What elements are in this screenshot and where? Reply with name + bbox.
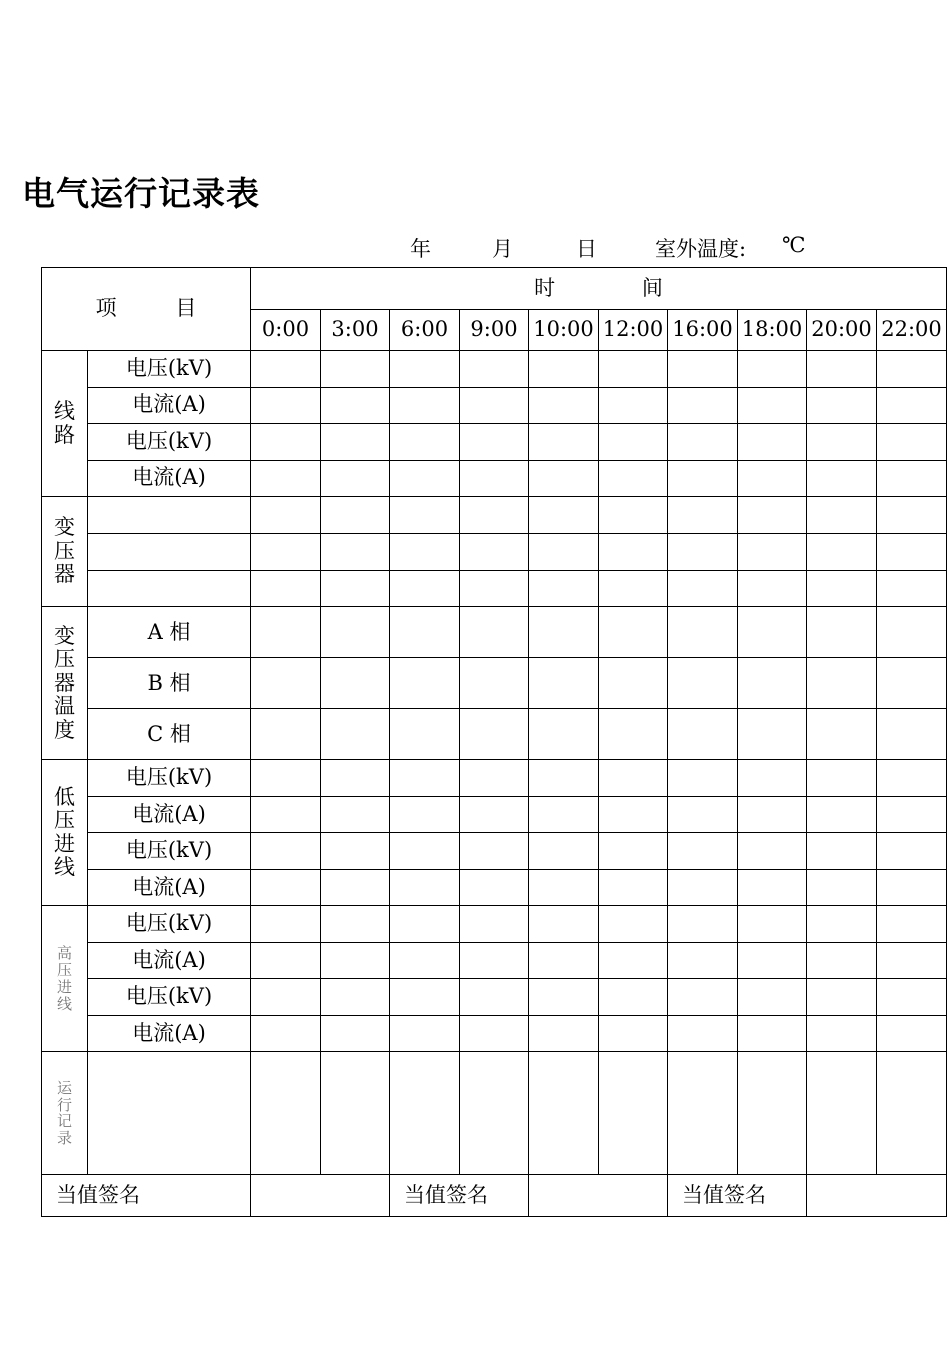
data-cell[interactable] [529,607,599,658]
data-cell[interactable] [668,869,738,906]
data-cell[interactable] [251,497,321,534]
time-slot: 20:00 [807,310,877,351]
row-item-label [88,570,251,607]
data-cell[interactable] [599,906,668,943]
data-cell[interactable] [599,497,668,534]
time-slot: 16:00 [668,310,738,351]
time-slot: 9:00 [460,310,529,351]
data-cell[interactable] [460,533,529,570]
data-cell[interactable] [390,760,460,797]
row-item-label: B 相 [88,658,251,709]
data-cell[interactable] [251,460,321,497]
data-cell[interactable] [460,906,529,943]
data-cell[interactable] [390,497,460,534]
data-cell[interactable] [807,833,877,870]
data-cell[interactable] [460,1015,529,1052]
data-cell[interactable] [321,1015,390,1052]
data-cell[interactable] [668,351,738,388]
data-cell[interactable] [738,833,807,870]
group-label [42,351,88,497]
data-cell[interactable] [460,658,529,709]
data-cell[interactable] [529,979,599,1016]
data-cell[interactable] [390,709,460,760]
data-cell[interactable] [877,833,947,870]
data-cell[interactable] [251,570,321,607]
group-label-char: 路 [54,422,75,447]
data-cell[interactable] [807,658,877,709]
data-cell[interactable] [877,424,947,461]
table-row [42,979,947,1016]
data-cell[interactable] [321,460,390,497]
group-label [42,607,88,760]
outdoor-temp-label: 室外温度: [655,237,747,261]
data-cell[interactable] [321,709,390,760]
data-cell[interactable] [599,607,668,658]
data-cell[interactable] [390,387,460,424]
data-cell[interactable] [529,387,599,424]
header-row [42,268,947,310]
group-label-char: 器 [54,562,75,587]
group-label-char: 低 [54,784,75,809]
year-label: 年 [410,237,431,261]
table-row [42,833,947,870]
data-cell[interactable] [668,760,738,797]
data-cell[interactable] [668,979,738,1016]
table-row [42,424,947,461]
data-cell[interactable] [460,351,529,388]
record-table-body [42,268,947,1217]
data-cell[interactable] [738,351,807,388]
data-cell[interactable] [251,906,321,943]
data-cell[interactable] [668,942,738,979]
data-cell[interactable] [877,497,947,534]
data-cell[interactable] [807,1052,877,1175]
data-cell[interactable] [599,387,668,424]
data-cell[interactable] [599,460,668,497]
data-cell[interactable] [668,709,738,760]
data-cell[interactable] [529,906,599,943]
data-cell[interactable] [668,658,738,709]
data-cell[interactable] [738,1015,807,1052]
data-cell[interactable] [738,460,807,497]
data-cell[interactable] [807,796,877,833]
data-cell[interactable] [668,796,738,833]
table-row [42,796,947,833]
data-cell[interactable] [460,869,529,906]
data-cell[interactable] [877,709,947,760]
data-cell[interactable] [460,709,529,760]
row-item-label: 电压(kV) [88,424,251,461]
data-cell[interactable] [251,387,321,424]
signature-label: 当值签名 [668,1175,807,1217]
data-cell[interactable] [807,979,877,1016]
row-item-label: 电流(A) [88,1015,251,1052]
data-cell[interactable] [599,533,668,570]
data-cell[interactable] [529,533,599,570]
group-label-char: 进 [54,831,75,856]
row-item-label: 电压(kV) [88,351,251,388]
data-cell[interactable] [390,796,460,833]
data-cell[interactable] [251,607,321,658]
data-cell[interactable] [251,979,321,1016]
data-cell[interactable] [877,533,947,570]
group-label-char: 压 [54,808,75,833]
data-cell[interactable] [807,942,877,979]
data-cell[interactable] [529,760,599,797]
group-label-char: 压 [54,647,75,672]
data-cell[interactable] [321,424,390,461]
data-cell[interactable] [251,869,321,906]
data-cell[interactable] [321,570,390,607]
data-cell[interactable] [599,833,668,870]
data-cell[interactable] [460,497,529,534]
data-cell[interactable] [807,1015,877,1052]
data-cell[interactable] [390,979,460,1016]
data-cell[interactable] [460,387,529,424]
data-cell[interactable] [390,460,460,497]
data-cell[interactable] [460,1052,529,1175]
data-cell[interactable] [599,1052,668,1175]
data-cell[interactable] [807,906,877,943]
table-row [42,497,947,534]
data-cell[interactable] [738,387,807,424]
data-cell[interactable] [807,760,877,797]
data-cell[interactable] [251,760,321,797]
data-cell[interactable] [251,424,321,461]
data-cell[interactable] [529,1052,599,1175]
table-row [42,869,947,906]
data-cell[interactable] [877,1052,947,1175]
table-row [42,351,947,388]
data-cell[interactable] [390,942,460,979]
data-cell[interactable] [460,570,529,607]
data-cell[interactable] [390,906,460,943]
data-cell[interactable] [251,351,321,388]
data-cell[interactable] [738,497,807,534]
group-label-char: 记 [56,1112,72,1131]
data-cell[interactable] [738,1052,807,1175]
data-cell[interactable] [390,869,460,906]
data-cell[interactable] [807,533,877,570]
data-cell[interactable] [807,570,877,607]
data-cell[interactable] [807,869,877,906]
time-slot: 6:00 [390,310,460,351]
group-label-char: 行 [56,1095,72,1114]
data-cell[interactable] [738,796,807,833]
group-label-char: 线 [54,398,75,423]
data-cell[interactable] [390,351,460,388]
time-header: 时 间 [251,268,947,310]
table-row [42,658,947,709]
data-cell[interactable] [877,607,947,658]
data-cell[interactable] [599,351,668,388]
data-cell[interactable] [390,607,460,658]
data-cell[interactable] [599,570,668,607]
group-label-char: 录 [56,1129,72,1148]
signature-field[interactable] [251,1175,390,1217]
data-cell[interactable] [877,796,947,833]
group-label-char: 器 [54,670,75,695]
data-cell[interactable] [807,351,877,388]
data-cell[interactable] [877,460,947,497]
data-cell[interactable] [738,869,807,906]
group-label [42,760,88,906]
data-cell[interactable] [738,658,807,709]
data-cell[interactable] [529,658,599,709]
row-item-label: 电压(kV) [88,979,251,1016]
data-cell[interactable] [460,424,529,461]
group-label-char: 变 [54,515,75,540]
time-slot: 3:00 [321,310,390,351]
table-row [42,387,947,424]
data-cell[interactable] [390,570,460,607]
group-label-char: 压 [56,961,72,980]
data-cell[interactable] [668,1015,738,1052]
data-cell[interactable] [877,760,947,797]
day-label: 日 [576,237,597,261]
group-label [42,497,88,607]
data-cell[interactable] [738,906,807,943]
data-cell[interactable] [668,460,738,497]
data-cell[interactable] [321,387,390,424]
time-slot: 10:00 [529,310,599,351]
group-label-char: 变 [54,623,75,648]
table-row [42,1015,947,1052]
data-cell[interactable] [390,833,460,870]
data-cell[interactable] [251,709,321,760]
row-item-label [88,1052,251,1175]
data-cell[interactable] [807,607,877,658]
data-cell[interactable] [390,658,460,709]
data-cell[interactable] [877,1015,947,1052]
data-cell[interactable] [321,1052,390,1175]
group-label-char: 温 [54,694,75,719]
group-label-char: 线 [56,994,72,1013]
data-cell[interactable] [460,796,529,833]
data-cell[interactable] [807,387,877,424]
data-cell[interactable] [599,760,668,797]
data-cell[interactable] [251,1015,321,1052]
data-cell[interactable] [529,869,599,906]
time-slot: 18:00 [738,310,807,351]
table-row [42,1052,947,1175]
time-slot: 12:00 [599,310,668,351]
record-table [41,267,947,1217]
data-cell[interactable] [599,1015,668,1052]
data-cell[interactable] [529,351,599,388]
data-cell[interactable] [599,658,668,709]
data-cell[interactable] [251,796,321,833]
data-cell[interactable] [668,607,738,658]
table-row [42,570,947,607]
data-cell[interactable] [460,760,529,797]
row-item-label: 电流(A) [88,796,251,833]
signature-field[interactable] [529,1175,668,1217]
page-title: 电气运行记录表 [22,174,260,213]
group-label-char: 进 [56,977,72,996]
data-cell[interactable] [529,497,599,534]
data-cell[interactable] [390,533,460,570]
data-cell[interactable] [321,351,390,388]
data-cell[interactable] [251,533,321,570]
data-cell[interactable] [877,869,947,906]
data-cell[interactable] [668,833,738,870]
data-cell[interactable] [668,1052,738,1175]
data-cell[interactable] [251,658,321,709]
data-cell[interactable] [877,387,947,424]
group-label [42,906,88,1052]
data-cell[interactable] [251,833,321,870]
row-item-label [88,497,251,534]
data-cell[interactable] [599,424,668,461]
table-row [42,709,947,760]
data-cell[interactable] [738,979,807,1016]
data-cell[interactable] [877,979,947,1016]
data-cell[interactable] [460,833,529,870]
signature-label: 当值签名 [42,1175,251,1217]
data-cell[interactable] [738,709,807,760]
data-cell[interactable] [390,1015,460,1052]
data-cell[interactable] [321,869,390,906]
group-label [42,1052,88,1175]
signature-label: 当值签名 [390,1175,529,1217]
data-cell[interactable] [668,570,738,607]
outdoor-temp-unit: ℃ [782,233,806,257]
data-cell[interactable] [668,387,738,424]
data-cell[interactable] [529,709,599,760]
row-item-label: A 相 [88,607,251,658]
data-cell[interactable] [807,709,877,760]
data-cell[interactable] [529,796,599,833]
data-cell[interactable] [599,709,668,760]
data-cell[interactable] [738,533,807,570]
data-cell[interactable] [668,533,738,570]
data-cell[interactable] [877,570,947,607]
data-cell[interactable] [599,796,668,833]
data-cell[interactable] [599,979,668,1016]
table-row [42,607,947,658]
signature-field[interactable] [807,1175,947,1217]
data-cell[interactable] [390,424,460,461]
row-item-label: 电流(A) [88,460,251,497]
data-cell[interactable] [738,570,807,607]
time-slot: 0:00 [251,310,321,351]
data-cell[interactable] [460,607,529,658]
data-cell[interactable] [321,906,390,943]
row-item-label: 电流(A) [88,869,251,906]
data-cell[interactable] [599,869,668,906]
data-cell[interactable] [321,497,390,534]
group-label-char: 运 [56,1078,72,1097]
data-cell[interactable] [460,942,529,979]
data-cell[interactable] [529,570,599,607]
data-cell[interactable] [251,942,321,979]
table-row [42,906,947,943]
row-item-label: 电压(kV) [88,906,251,943]
signature-row [42,1175,947,1217]
data-cell[interactable] [529,424,599,461]
month-label: 月 [492,237,513,261]
table-row [42,460,947,497]
data-cell[interactable] [321,796,390,833]
row-item-label [88,533,251,570]
data-cell[interactable] [390,1052,460,1175]
group-label-char: 度 [54,717,75,742]
row-item-label: 电流(A) [88,387,251,424]
data-cell[interactable] [321,833,390,870]
data-cell[interactable] [807,460,877,497]
data-cell[interactable] [321,658,390,709]
group-label-char: 线 [54,855,75,880]
data-cell[interactable] [529,460,599,497]
data-cell[interactable] [321,979,390,1016]
data-cell[interactable] [599,942,668,979]
data-cell[interactable] [877,351,947,388]
row-item-label: C 相 [88,709,251,760]
data-cell[interactable] [529,1015,599,1052]
table-row [42,942,947,979]
data-cell[interactable] [877,942,947,979]
data-cell[interactable] [807,424,877,461]
data-cell[interactable] [460,460,529,497]
table-row [42,533,947,570]
data-cell[interactable] [738,942,807,979]
data-cell[interactable] [460,979,529,1016]
group-label-char: 高 [56,944,72,963]
data-cell[interactable] [321,533,390,570]
data-cell[interactable] [321,942,390,979]
data-cell[interactable] [668,424,738,461]
data-cell[interactable] [668,906,738,943]
data-cell[interactable] [321,760,390,797]
data-cell[interactable] [251,1052,321,1175]
group-label-char: 压 [54,538,75,563]
data-cell[interactable] [529,942,599,979]
data-cell[interactable] [807,497,877,534]
data-cell[interactable] [529,833,599,870]
data-cell[interactable] [877,658,947,709]
data-cell[interactable] [321,607,390,658]
data-cell[interactable] [668,497,738,534]
row-item-label: 电流(A) [88,942,251,979]
data-cell[interactable] [738,607,807,658]
data-cell[interactable] [738,424,807,461]
data-cell[interactable] [738,760,807,797]
row-item-label: 电压(kV) [88,833,251,870]
table-row [42,760,947,797]
time-slot: 22:00 [877,310,947,351]
item-header: 项 目 [42,268,251,351]
row-item-label: 电压(kV) [88,760,251,797]
data-cell[interactable] [877,906,947,943]
